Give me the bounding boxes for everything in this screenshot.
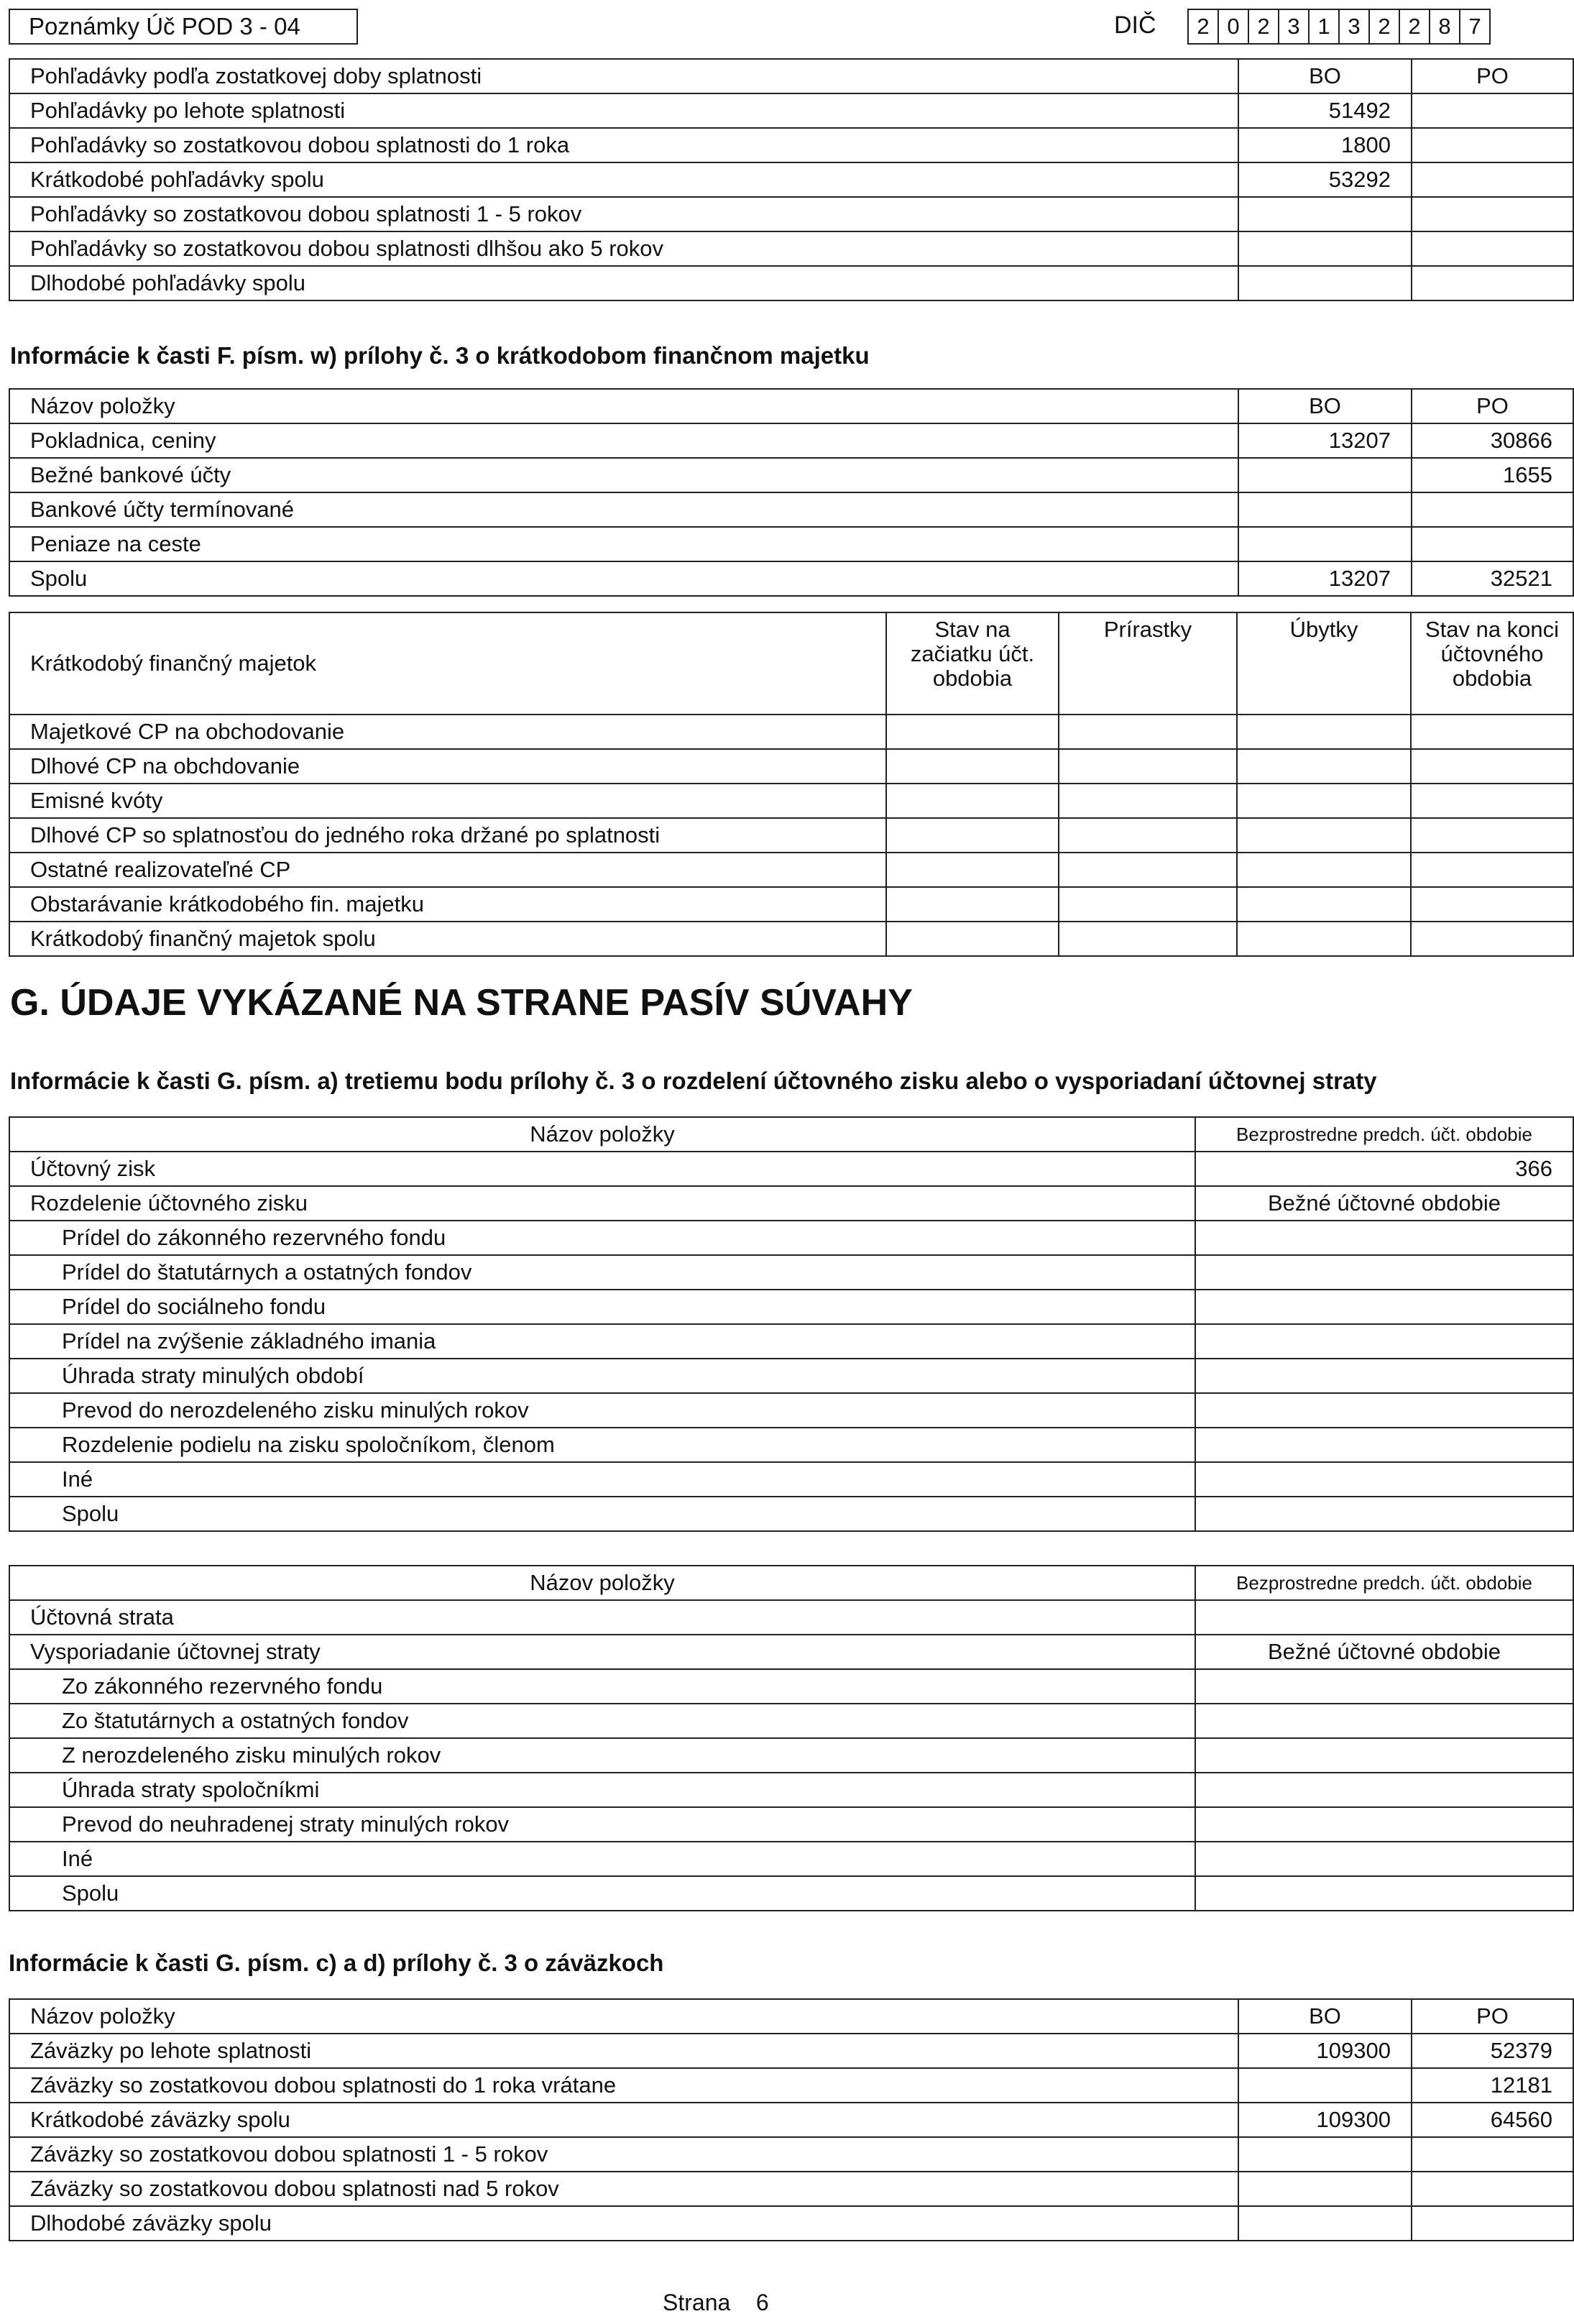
profit-row (9, 1152, 1573, 1186)
value-cell (1237, 784, 1411, 818)
row-label: Spolu (9, 1497, 1195, 1531)
column-header-c2: Prírastky (1059, 612, 1237, 715)
table-row (9, 784, 1573, 818)
row-label: Účtovná strata (9, 1600, 1195, 1635)
row-label: Krátkodobé záväzky spolu (9, 2103, 1238, 2137)
table-row (9, 59, 1573, 93)
column-header-previous-period: Bezprostredne predch. účt. obdobie (1195, 1566, 1573, 1600)
value-cell (1411, 853, 1573, 887)
value-cell (886, 922, 1059, 956)
row-label: Krátkodobý finančný majetok spolu (9, 922, 886, 956)
value-po (1412, 197, 1573, 231)
table-row (9, 128, 1573, 162)
liabilities-table (9, 1998, 1574, 2241)
page-footer (663, 2289, 769, 2316)
table-row (9, 231, 1573, 266)
value-po (1412, 266, 1573, 300)
value-cell (1237, 853, 1411, 887)
table-row (9, 922, 1573, 956)
table-row (9, 2172, 1573, 2206)
column-header-po: PO (1412, 59, 1573, 93)
row-label: Úhrada straty minulých období (9, 1359, 1195, 1393)
value-cell (1237, 749, 1411, 784)
value-bo (1238, 231, 1412, 266)
row-label: Pohľadávky podľa zostatkovej doby splatnosti (9, 59, 1238, 93)
row-label: Prídel do zákonného rezervného fondu (9, 1221, 1195, 1255)
dic-label: DIČ (1114, 12, 1156, 39)
document-id: Poznámky Úč POD 3 - 04 (29, 13, 300, 40)
value-bo (1238, 2137, 1412, 2172)
row-label: Obstarávanie krátkodobého fin. majetku (9, 887, 886, 922)
table-row (9, 818, 1573, 853)
column-header-current-period: Bežné účtovné obdobie (1195, 1186, 1573, 1221)
table-row (9, 853, 1573, 887)
value-cell (1195, 1221, 1573, 1255)
row-label: Pohľadávky po lehote splatnosti (9, 93, 1238, 128)
table-row (9, 527, 1573, 561)
table-row (9, 2206, 1573, 2241)
value-previous-period (1195, 1600, 1573, 1635)
table-row (9, 1807, 1573, 1842)
row-label: Rozdelenie účtovného zisku (9, 1186, 1195, 1221)
value-po (1412, 231, 1573, 266)
dic-digit: 3 (1279, 10, 1310, 43)
table-row (9, 887, 1573, 922)
value-cell (1195, 1773, 1573, 1807)
value-cell (886, 715, 1059, 749)
table-row (9, 1393, 1573, 1428)
value-po: 32521 (1412, 561, 1573, 596)
value-cell (886, 853, 1059, 887)
value-bo (1238, 197, 1412, 231)
column-header-previous-period: Bezprostredne predch. účt. obdobie (1195, 1117, 1573, 1152)
value-cell (1195, 1393, 1573, 1428)
value-cell (1195, 1807, 1573, 1842)
dic-digit: 0 (1219, 10, 1249, 43)
dic-digit: 8 (1430, 10, 1460, 43)
value-po (1412, 2172, 1573, 2206)
value-cell (886, 887, 1059, 922)
row-label: Dlhodobé záväzky spolu (9, 2206, 1238, 2241)
value-po (1412, 2137, 1573, 2172)
row-label: Záväzky so zostatkovou dobou splatnosti do 1 roka vrátane (9, 2068, 1238, 2103)
dic-digit: 3 (1340, 10, 1370, 43)
receivables-table (9, 58, 1574, 301)
row-label: Z nerozdeleného zisku minulých rokov (9, 1738, 1195, 1773)
table-row (9, 1497, 1573, 1531)
row-label: Spolu (9, 1876, 1195, 1911)
value-cell (1411, 749, 1573, 784)
short-term-financial-assets-movement-table (9, 612, 1574, 957)
value-po: 12181 (1412, 2068, 1573, 2103)
dic-digit: 2 (1189, 10, 1219, 43)
value-cell (1059, 715, 1237, 749)
value-cell (1195, 1669, 1573, 1704)
value-po (1412, 162, 1573, 197)
value-cell (1195, 1359, 1573, 1393)
value-cell (1059, 818, 1237, 853)
table-row (9, 749, 1573, 784)
table-row (9, 1221, 1573, 1255)
section-f-title: Informácie k časti F. písm. w) prílohy č. 3 o krátkodobom finančnom majetku (10, 342, 870, 369)
table-row (9, 1876, 1573, 1911)
table-row (9, 1255, 1573, 1290)
value-cell (1195, 1842, 1573, 1876)
table-row (9, 1738, 1573, 1773)
row-label: Rozdelenie podielu na zisku spoločníkom, členom (9, 1428, 1195, 1462)
dic-digit: 7 (1468, 14, 1481, 39)
dic-digit: 2 (1249, 10, 1279, 43)
column-header-label: Názov položky (9, 1117, 1195, 1152)
value-bo: 51492 (1238, 93, 1412, 128)
dic-digit: 2 (1370, 10, 1400, 43)
value-po (1412, 2206, 1573, 2241)
column-header-bo: BO (1238, 389, 1412, 423)
table-row (9, 1359, 1573, 1393)
row-label: Ostatné realizovateľné CP (9, 853, 886, 887)
row-label: Vysporiadanie účtovnej straty (9, 1635, 1195, 1669)
row-label: Spolu (9, 561, 1238, 596)
table-header-row (9, 1999, 1573, 2034)
value-po (1412, 492, 1573, 527)
column-header-bo: BO (1238, 1999, 1412, 2034)
value-bo (1238, 2068, 1412, 2103)
table-row (9, 2068, 1573, 2103)
row-label: Prídel do sociálneho fondu (9, 1290, 1195, 1324)
value-cell (1195, 1704, 1573, 1738)
value-cell (1237, 887, 1411, 922)
row-label: Pohľadávky so zostatkovou dobou splatnosti dlhšou ako 5 rokov (9, 231, 1238, 266)
value-cell (1411, 922, 1573, 956)
table-row (9, 423, 1573, 458)
value-bo: 1800 (1238, 128, 1412, 162)
table-row (9, 492, 1573, 527)
row-label: Emisné kvóty (9, 784, 886, 818)
table-row (9, 93, 1573, 128)
dic-number (1187, 9, 1491, 45)
row-label: Účtovný zisk (9, 1152, 1195, 1186)
row-label: Zo štatutárnych a ostatných fondov (9, 1704, 1195, 1738)
value-bo: 109300 (1238, 2103, 1412, 2137)
value-cell (1411, 818, 1573, 853)
value-cell (1059, 784, 1237, 818)
value-cell (886, 818, 1059, 853)
column-header-label: Názov položky (9, 389, 1238, 423)
table-row (9, 266, 1573, 300)
value-bo (1238, 2172, 1412, 2206)
row-label: Majetkové CP na obchodovanie (9, 715, 886, 749)
table-row (9, 1462, 1573, 1497)
value-cell (1059, 853, 1237, 887)
dic-digit: 2 (1400, 10, 1430, 43)
table-header-row (9, 1566, 1573, 1600)
row-label: Dlhodobé pohľadávky spolu (9, 266, 1238, 300)
value-cell (1059, 887, 1237, 922)
value-cell (1195, 1428, 1573, 1462)
row-label: Dlhové CP na obchdovanie (9, 749, 886, 784)
table-row (9, 1773, 1573, 1807)
dic-digit: 1 (1310, 10, 1340, 43)
value-cell (1411, 887, 1573, 922)
row-label: Prevod do nerozdeleného zisku minulých rokov (9, 1393, 1195, 1428)
value-cell (1195, 1255, 1573, 1290)
table-row (9, 1324, 1573, 1359)
table-row (9, 715, 1573, 749)
short-term-financial-assets-table (9, 388, 1574, 597)
value-bo (1238, 2206, 1412, 2241)
value-cell (1195, 1462, 1573, 1497)
row-label: Prídel do štatutárnych a ostatných fondov (9, 1255, 1195, 1290)
value-bo (1238, 527, 1412, 561)
table-header-row (9, 1117, 1573, 1152)
row-label: Bankové účty termínované (9, 492, 1238, 527)
value-cell (1195, 1876, 1573, 1911)
value-bo: 13207 (1238, 423, 1412, 458)
value-po (1412, 527, 1573, 561)
row-label: Krátkodobé pohľadávky spolu (9, 162, 1238, 197)
value-bo: 109300 (1238, 2034, 1412, 2068)
value-po: 52379 (1412, 2034, 1573, 2068)
value-cell (1411, 715, 1573, 749)
row-label: Iné (9, 1842, 1195, 1876)
table-row (9, 458, 1573, 492)
column-header-label: Názov položky (9, 1566, 1195, 1600)
document-id-box (9, 9, 358, 45)
value-cell (1195, 1290, 1573, 1324)
row-label: Záväzky po lehote splatnosti (9, 2034, 1238, 2068)
table-header-row (9, 612, 1573, 715)
table-row (9, 2034, 1573, 2068)
value-cell (1237, 922, 1411, 956)
column-header-po: PO (1412, 1999, 1573, 2034)
table-row (9, 561, 1573, 596)
table-row (9, 2103, 1573, 2137)
table-row (9, 162, 1573, 197)
column-header-c1: Stav na začiatku účt. obdobia (886, 612, 1059, 715)
value-bo (1238, 492, 1412, 527)
section-g-title: G. ÚDAJE VYKÁZANÉ NA STRANE PASÍV SÚVAHY (10, 982, 913, 1024)
column-header-label: Názov položky (9, 1999, 1238, 2034)
section-g-a-subtitle: Informácie k časti G. písm. a) tretiemu bodu prílohy č. 3 o rozdelení účtovného zisku alebo o vysporiadaní účtovnej straty (10, 1067, 1377, 1094)
column-header-po: PO (1412, 389, 1573, 423)
value-cell (886, 749, 1059, 784)
value-cell (1237, 715, 1411, 749)
value-previous-period: 366 (1195, 1152, 1573, 1186)
value-cell (1237, 818, 1411, 853)
table-row (9, 1290, 1573, 1324)
value-cell (1059, 749, 1237, 784)
value-bo (1238, 266, 1412, 300)
row-label: Úhrada straty spoločníkmi (9, 1773, 1195, 1807)
row-label: Záväzky so zostatkovou dobou splatnosti 1 - 5 rokov (9, 2137, 1238, 2172)
row-label: Zo zákonného rezervného fondu (9, 1669, 1195, 1704)
row-label: Iné (9, 1462, 1195, 1497)
column-header-current-period: Bežné účtovné obdobie (1195, 1635, 1573, 1669)
value-cell (1059, 922, 1237, 956)
value-po: 30866 (1412, 423, 1573, 458)
table-row (9, 1428, 1573, 1462)
value-cell (1195, 1497, 1573, 1531)
value-bo: 53292 (1238, 162, 1412, 197)
value-po: 64560 (1412, 2103, 1573, 2137)
row-label: Pohľadávky so zostatkovou dobou splatnosti 1 - 5 rokov (9, 197, 1238, 231)
page-label: Strana (663, 2289, 731, 2315)
row-label: Peniaze na ceste (9, 527, 1238, 561)
row-label: Pokladnica, ceniny (9, 423, 1238, 458)
loss-settlement-table (9, 1565, 1574, 1911)
value-po (1412, 93, 1573, 128)
row-label: Pohľadávky so zostatkovou dobou splatnosti do 1 roka (9, 128, 1238, 162)
table-row (9, 1669, 1573, 1704)
row-label: Záväzky so zostatkovou dobou splatnosti nad 5 rokov (9, 2172, 1238, 2206)
column-header-c3: Úbytky (1237, 612, 1411, 715)
row-label: Prevod do neuhradenej straty minulých rokov (9, 1807, 1195, 1842)
settlement-row (9, 1635, 1573, 1669)
value-bo (1238, 458, 1412, 492)
table-row (9, 1842, 1573, 1876)
loss-row (9, 1600, 1573, 1635)
value-cell (1195, 1738, 1573, 1773)
value-po (1412, 128, 1573, 162)
table-row (9, 197, 1573, 231)
value-bo: 13207 (1238, 561, 1412, 596)
table-row (9, 2137, 1573, 2172)
column-header-bo: BO (1238, 59, 1412, 93)
value-cell (1411, 784, 1573, 818)
value-cell (886, 784, 1059, 818)
row-label: Bežné bankové účty (9, 458, 1238, 492)
table-row (9, 1704, 1573, 1738)
distribution-row (9, 1186, 1573, 1221)
profit-distribution-table (9, 1116, 1574, 1532)
section-g-cd-subtitle: Informácie k časti G. písm. c) a d) prílohy č. 3 o záväzkoch (9, 1949, 664, 1976)
row-label: Prídel na zvýšenie základného imania (9, 1324, 1195, 1359)
value-po: 1655 (1412, 458, 1573, 492)
row-label: Dlhové CP so splatnosťou do jedného roka držané po splatnosti (9, 818, 886, 853)
column-header-c4: Stav na konci účtovného obdobia (1411, 612, 1573, 715)
column-header-label: Krátkodobý finančný majetok (9, 612, 886, 715)
table-header-row (9, 389, 1573, 423)
value-cell (1195, 1324, 1573, 1359)
page-number: 6 (755, 2289, 769, 2315)
